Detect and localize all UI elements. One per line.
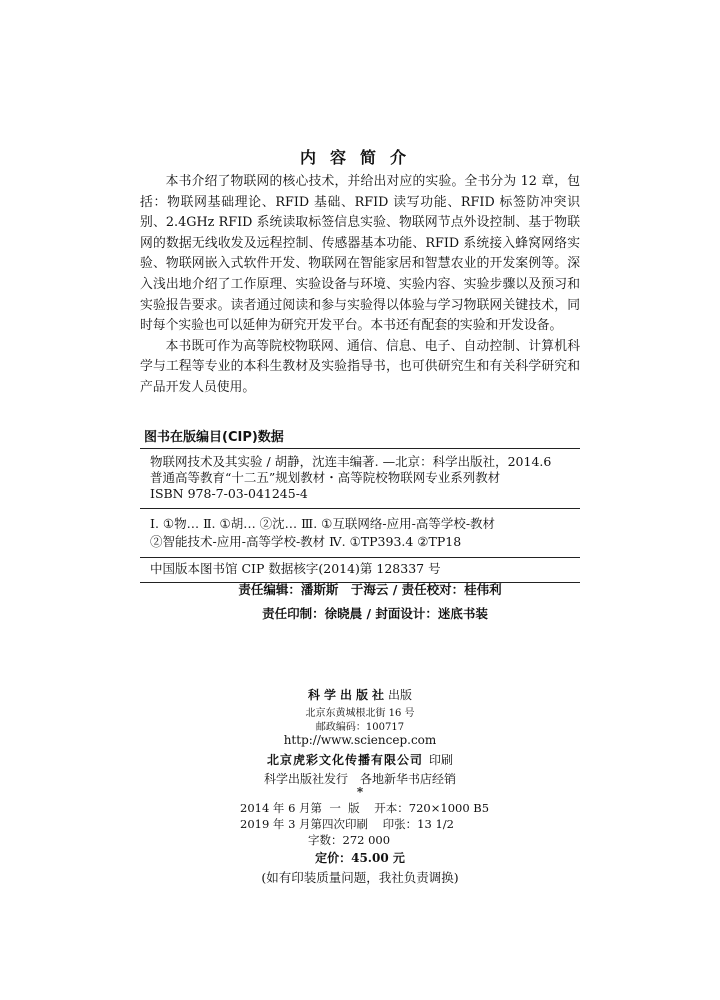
cip-classification <box>140 509 580 557</box>
cip-line-record-number: 中国版本图书馆 CIP 数据核字(2014)第 128337 号 <box>150 561 441 576</box>
publisher-postcode: 邮政编码：100717 <box>315 722 405 733</box>
distribution-line: 科学出版社发行 各地新华书店经销 <box>263 772 456 786</box>
cip-title: 图书在版编目(CIP)数据 <box>144 430 284 445</box>
cip-book-info <box>140 449 580 508</box>
publisher-address: 北京东黄城根北街 16 号 <box>305 708 415 719</box>
staff-production: 责任印制：徐晓晨 / 封面设计：迷底书装 <box>262 606 488 621</box>
intro-paragraph-2: 本书既可作为高等院校物联网、通信、信息、电子、自动控制、计算机科学与工程等专业的本科生教材及实验指导书，也可供研究生和有关科学研究和产品开发人员使用。 <box>140 338 580 395</box>
cip-line-series: 普通高等教育“十二五”规划教材・高等院校物联网专业系列教材 <box>150 470 501 485</box>
printer-line <box>0 751 720 768</box>
cip-line-isbn: ISBN 978-7-03-041245-4 <box>150 486 308 501</box>
publisher-name: 科学出版社 <box>307 688 388 702</box>
publisher-suffix: 出版 <box>388 688 413 702</box>
cip-line-subjects: Ⅰ. ①物… Ⅱ. ①胡… ②沈… Ⅲ. ①互联网络-应用-高等学校-教材 <box>150 516 496 531</box>
printer-suffix: 印刷 <box>429 753 454 767</box>
edition-line-3: 字数：272 000 <box>308 833 391 847</box>
printer-name: 北京虎彩文化传播有限公司 <box>266 753 423 767</box>
publisher-line <box>0 686 720 703</box>
separator-star: * <box>356 785 364 799</box>
edition-line-1: 2014 年 6 月第 一 版 开本：720×1000 B5 <box>240 801 490 815</box>
intro-body <box>140 172 580 399</box>
intro-title: 内容简介 <box>299 148 420 167</box>
cip-line-title: 物联网技术及其实验 / 胡静，沈连丰编著. —北京：科学出版社，2014.6 <box>150 454 552 469</box>
cip-line-subjects-cont: ②智能技术-应用-高等学校-教材 Ⅳ. ①TP393.4 ②TP18 <box>150 534 462 549</box>
staff-editors: 责任编辑：潘斯斯 于海云 / 责任校对：桂伟利 <box>238 582 502 597</box>
publisher-website: http://www.sciencep.com <box>283 733 437 747</box>
intro-paragraph-1: 本书介绍了物联网的核心技术，并给出对应的实验。全书分为 12 章，包括：物联网基础理论、RFID 基础、RFID 读写功能、RFID 标签防冲突识别、2.4GHz RFID 系统读取标签信息实验、物联网节点外设控制、基于物联网的数据无线收发及远程控制、传感器基本功能、RFID 系统接入蜂窝网络实验、物联网嵌入式软件开发、物联网在智能家居和智慧农业的开发案例等。深入浅出地介绍了工作原理、实验设备与环境、实验内容、实验步骤以及预习和实验报告要求。读者通过阅读和参与实验得以体验与学习物联网关键技术，同时每个实验也可以延伸为研究开发平台。本书还有配套的实验和开发设备。 <box>140 174 580 334</box>
price-line: 定价：45.00 元 <box>315 851 405 865</box>
cip-section <box>140 428 580 583</box>
edition-line-2: 2019 年 3 月第四次印刷 印张：13 1/2 <box>240 817 454 831</box>
quality-note: (如有印装质量问题，我社负责调换) <box>261 870 459 885</box>
cip-record <box>140 558 580 582</box>
